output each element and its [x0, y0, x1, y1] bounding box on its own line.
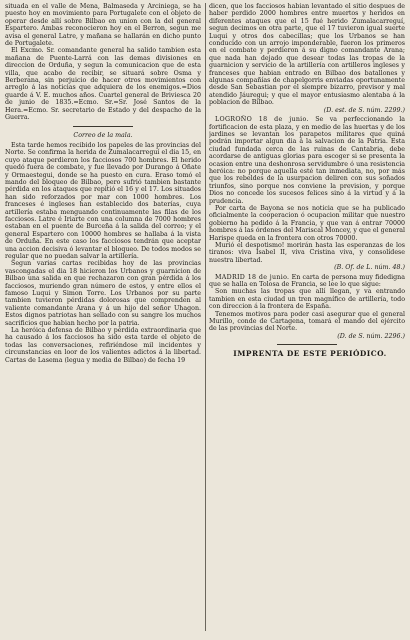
section-title — [5, 132, 201, 139]
right-paragraph-1: dicen, que los facciosos habian levantado el sitio despues de haber perdido 2000 hombres entre muertos y heridos en diferentes ataques que el 15 fué herido Zumalacarreguí, segun decimos en otra parte, que el 17 tuvieron igual suerte Luqui y otros dos cabecillas; que los Urbanos se han conducido con un arrojo imponderable, fueron los primeros en el combate y perdieron á su digno comandante Arana; que nada han dejado que desear todas las tropas de la guarnicion y servicio de la artillería con artilleros ingleses y franceses que habian entrado en Bilbao dos batallones y algunas compañías de chapelgorris enviadas oportunamente desde San Sebastian por el siempre bizarro, previsor y mal atendido Jáuregui; y que el mayor entusiasmo alentaba á la poblacion de Bilbao. — [209, 3, 405, 107]
source-citation-1: (D. est. de S. núm. 2299.) — [323, 106, 405, 114]
right-paragraph-5: En carta de persona muy fidedigna que se halla en Tolosa de Francia, se lee lo que sigue: — [209, 273, 405, 289]
madrid-article — [209, 274, 405, 289]
left-paragraph-2: El Excmo. Sr. comandante general ha salido tambien esta mañana de Puente-Larrá con las demas divisiones en direccion de Orduña, y segun la comunicacion que de esta villa, que acabo de recibir, se situará sobre Osma y Berberana, sin perjuicio de hacer otros movimientos con arreglo á las noticias que adquiera de los enemigos.=Dios guarde á V. E. muchos años. Cuartel general de Briviesca 20 de junio de 1835.=Ecmo. Sr.=Sr. José Santos de la Hera.=Ecmo. Sr. secretario de Estado y del despacho de la Guerra. — [5, 47, 201, 122]
left-paragraph-1: situada en el valle de Mena, Balmaseda y Arciniega, se ha puesto hoy en movimiento para Portugalete con el objeto de operar desde allí sobre Bilbao en union con la del general Espartero. Ambas reconocieron hoy en el Berron, segun me avisa el general Latre, y mañana se hallarán en dicho punto de Portugalete. — [5, 3, 201, 48]
right-paragraph-2: Se va perfeccionando la fortificacion de esta plaza, y en medio de las huertas y de los jardines se levantan los parapetos militares que quiná podrán importar algun dia á la salvacion de la Patria. Esta ciudad fundada cerca de las ruinas de Cantabria, debe acordarse de antiguas glorias para escoger si se presenta la ocasion entre una deshonrosa servidumbre ó una resistencia heróica: no porque aquella esté tan inmediata, no, por más que los rebeldes de la usurpacion deliren con sus soñados triunfos, sino porque nos conviene la prevision, y porque Dios no concede los sucesos felices sino á la virtud y á la prudencia. — [209, 116, 405, 205]
left-paragraph-4: Segun varias cartas recibidas hoy de las provincias vascongadas el dia 18 hicieron los Urbanos y guarnicion de Bilbao una salida en que rechazaron con gran pérdida á los facciosos, muriendo gran número de estos, y entre ellos el famoso Luqui y Simon Torre. Los Urbanos por su parte tambien tuvieron pérdidas dolorosas que comprenden al valiente comandante Arana y á un hijo del señor Uhagon. Estos dignos patriotas han sellado con su sangre los muchos sacrificios que habian hecho por la patria. — [5, 260, 201, 327]
imprint-line: IMPRENTA DE ESTE PERIÓDICO. — [233, 349, 387, 359]
section-title-text: Correo de la mala. — [73, 131, 133, 139]
dateline-madrid: MADRID 18 de junio. — [215, 273, 290, 281]
right-paragraph-3: Por carta de Bayona se nos noticia que se ha publicado oficialmente la cooperacion ó ocupacion militar que nuestro gobierno ha pedido á la Francia, y que van á entrar 70000 hombres á las órdenes del Mariscal Moncey, y que el general Harispe queda en la frontera con otros 70000. — [209, 204, 405, 242]
left-paragraph-3: Esta tarde hemos recibido los papeles de las provincias del Norte. Se confirma la herida de Zumalacarreguí el dia 15, en cuyo ataque perdieron los facciosos 700 hombres. El herido quedó fuera de combate, y fue llevado por Durango á Oñate y Ormaestegui, donde se ha puesto en cura. Eraso tomó el mando del bloqueo de Bilbao, pero sufrió tambien bastante pérdida en los ataques que repitió el 16 y el 17. Los situados han sido reforzados por mar con 1000 hombres. Los franceses é ingleses han establecido dos baterías, cuya artillería estaba menguando continuamente las filas de los facciosos. Latre é Iriarte con una columna de 7000 hombres estaban en el puente de Burceña á la salida del correo; y el general Espartero con 10000 hombres se hallaba á la vista de Orduña. En este caso los facciosos tendrán que aceptar una accion decisiva ó levantar el bloqueo. De todos modos se regular que no puedan salvar la artillería. — [5, 141, 201, 260]
two-column-layout — [5, 3, 405, 631]
imprint-rule — [277, 344, 337, 345]
source-citation-2: (B. Of. de L. núm. 48.) — [334, 264, 405, 272]
dateline-logrono: LOGROÑO 18 de junio. — [215, 116, 309, 124]
right-paragraph-7: Tenemos motivos para poder casi asegurar que el general Murillo, conde de Cartagena, tomará el mando del ejército de las provincias del Norte. — [209, 310, 405, 333]
column-divider — [205, 3, 206, 631]
source-citation-3: (D. de S. núm. 2296.) — [337, 332, 405, 340]
left-paragraph-5: La heróica defensa de Bilbao y pérdida extraordinaria que ha causado á los facciosos ha sido esta tarde el objeto de todas las conversaciones, refiriéndose mil incidentes y circunstancias en loor de los valientes adictos á la libertad. Cartas de Lasema (legua y media de Bilbao) de fecha 19 — [5, 327, 201, 364]
left-column — [5, 3, 201, 631]
right-paragraph-4: Murió el despotismo! morirán hasta las esperanzas de los tiranos: viva Isabel II, viva Cristina viva, y consolídese nuestra libertad. — [209, 242, 405, 264]
right-column — [209, 3, 405, 631]
right-paragraph-6: Son muchas las tropas que allí llegan, y va entrando tambien en esta ciudad un tren magnífico de artillería, todo con direccion á la frontera de España. — [209, 288, 405, 311]
logrono-article — [209, 116, 405, 205]
section-rule — [73, 126, 133, 127]
